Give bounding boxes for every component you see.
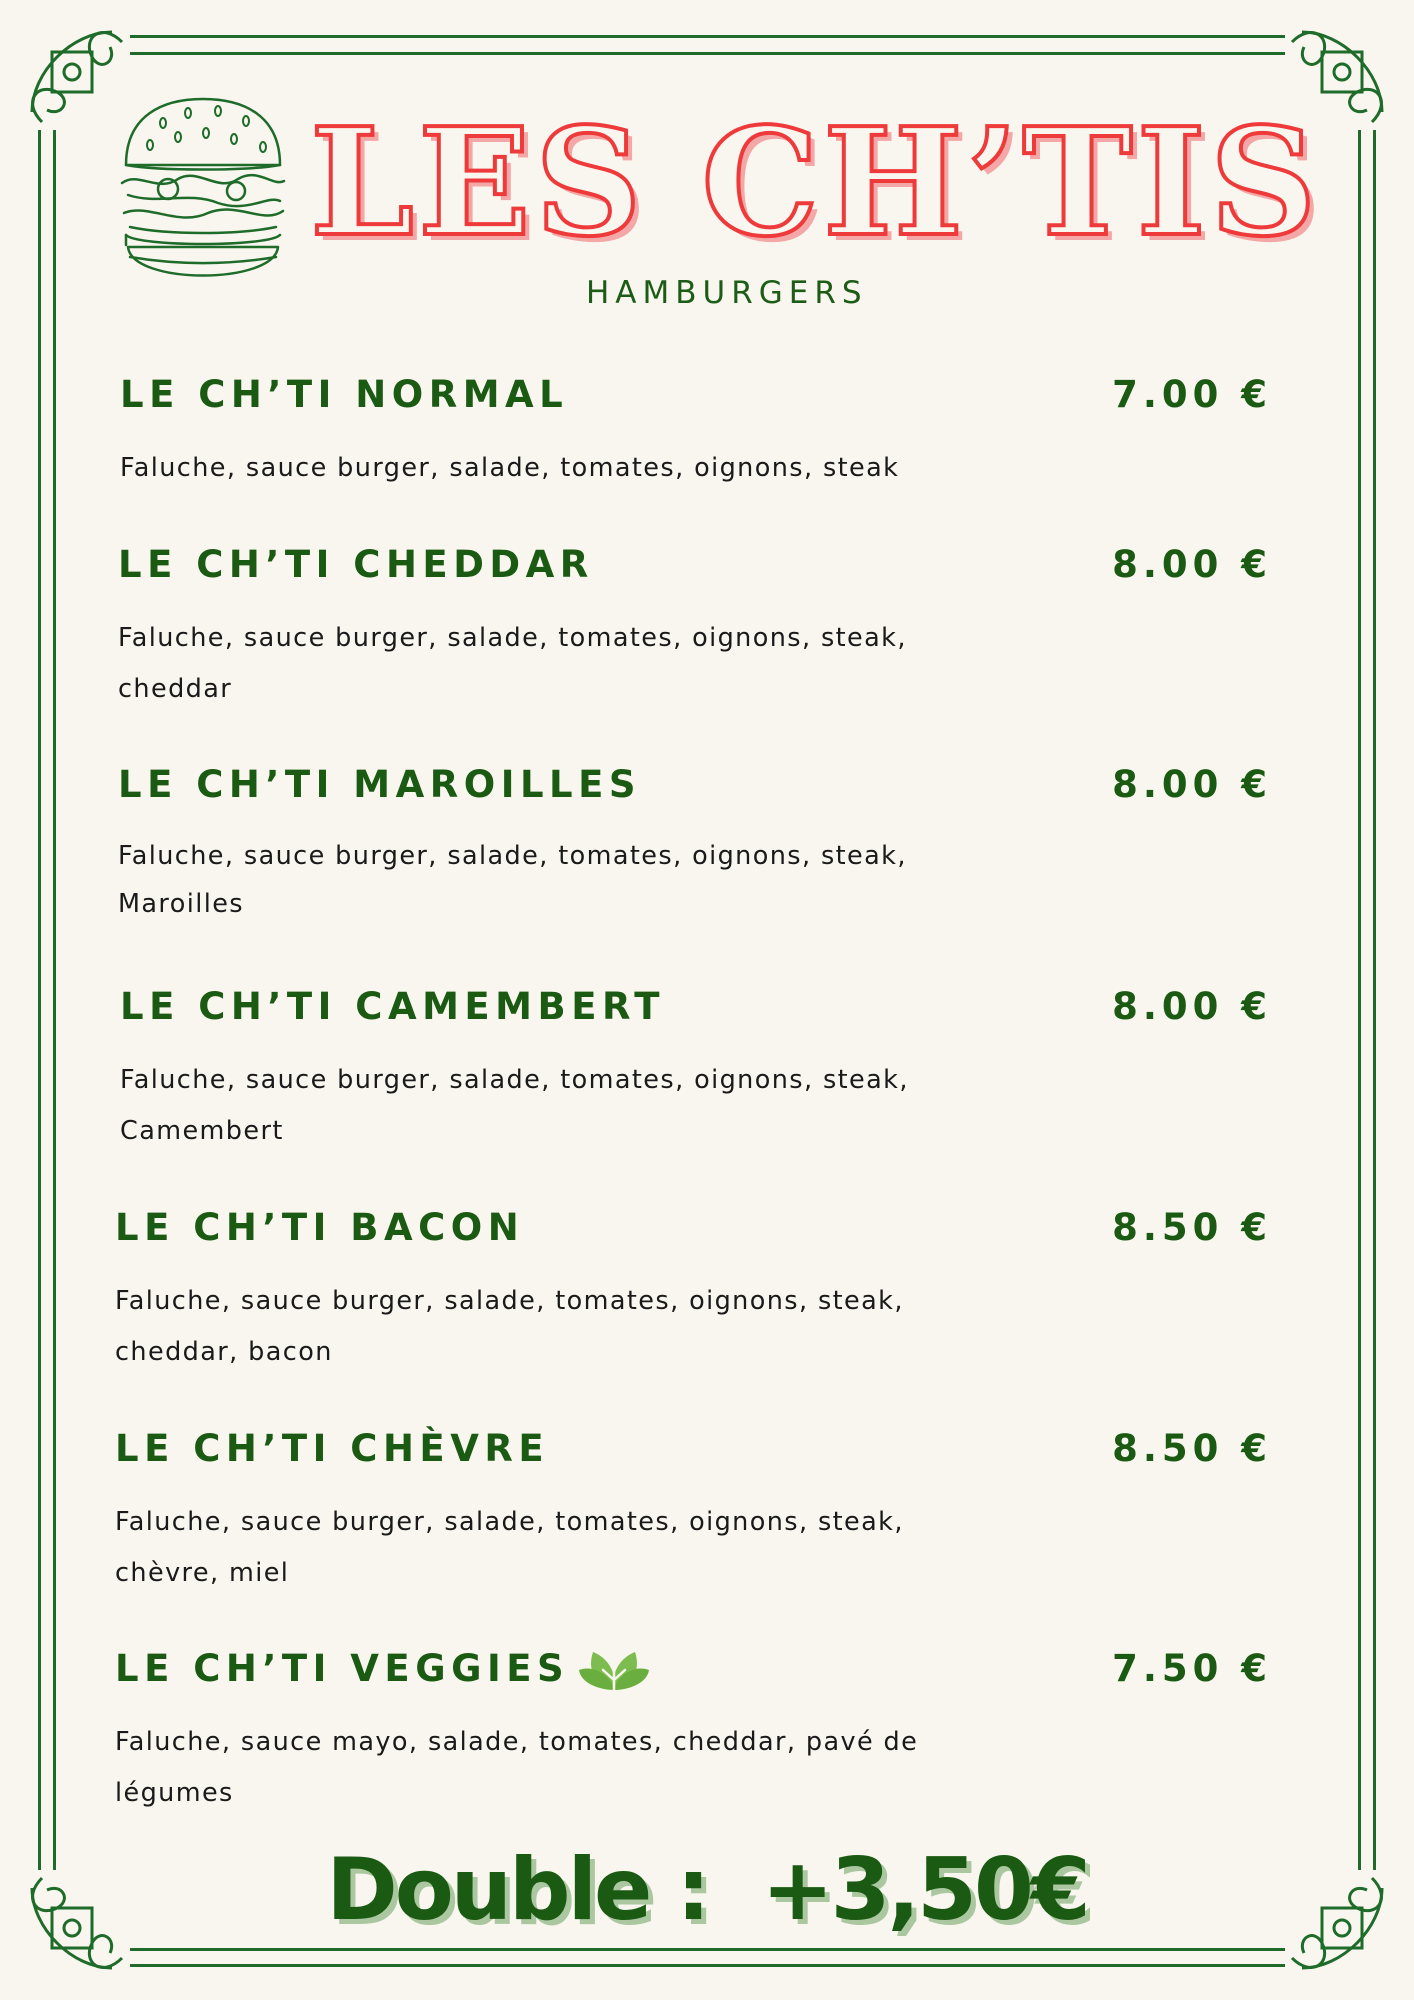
item-description: Faluche, sauce burger, salade, tomates, oignons, steak, Maroilles xyxy=(118,841,907,919)
item-name: LE CH’TI BACON xyxy=(115,1206,525,1249)
item-price: 8.50 € xyxy=(1112,1206,1272,1249)
item-name: LE CH’TI CHEDDAR xyxy=(118,543,594,586)
item-description: Faluche, sauce burger, salade, tomates, oignons, steak, Camembert xyxy=(120,1065,909,1146)
item-name: LE CH’TI CAMEMBERT xyxy=(120,985,666,1028)
item-name: LE CH’TI NORMAL xyxy=(120,373,569,416)
item-price: 8.00 € xyxy=(1112,543,1272,586)
item-description: Faluche, sauce burger, salade, tomates, oignons, steak xyxy=(120,453,900,483)
item-name-row xyxy=(115,1647,651,1694)
item-name: LE CH’TI MAROILLES xyxy=(118,763,642,806)
item-description: Faluche, sauce burger, salade, tomates, oignons, steak, cheddar, bacon xyxy=(115,1286,904,1367)
item-price: 7.00 € xyxy=(1112,373,1272,416)
item-description: Faluche, sauce mayo, salade, tomates, cheddar, pavé de légumes xyxy=(115,1727,919,1808)
item-description: Faluche, sauce burger, salade, tomates, oignons, steak, cheddar xyxy=(118,623,907,704)
item-price: 8.00 € xyxy=(1112,763,1272,806)
item-name: LE CH’TI VEGGIES xyxy=(115,1647,570,1690)
item-description: Faluche, sauce burger, salade, tomates, oignons, steak, chèvre, miel xyxy=(115,1507,904,1588)
restaurant-name: LES CH’TIS xyxy=(310,95,1321,269)
item-price: 8.50 € xyxy=(1112,1427,1272,1470)
item-price: 7.50 € xyxy=(1112,1647,1272,1690)
double-supplement: Double : +3,50€ xyxy=(326,1840,1088,1940)
leaf-icon xyxy=(577,1640,651,1694)
menu-category: HAMBURGERS xyxy=(586,275,868,311)
item-name: LE CH’TI CHÈVRE xyxy=(115,1427,550,1470)
item-price: 8.00 € xyxy=(1112,985,1272,1028)
